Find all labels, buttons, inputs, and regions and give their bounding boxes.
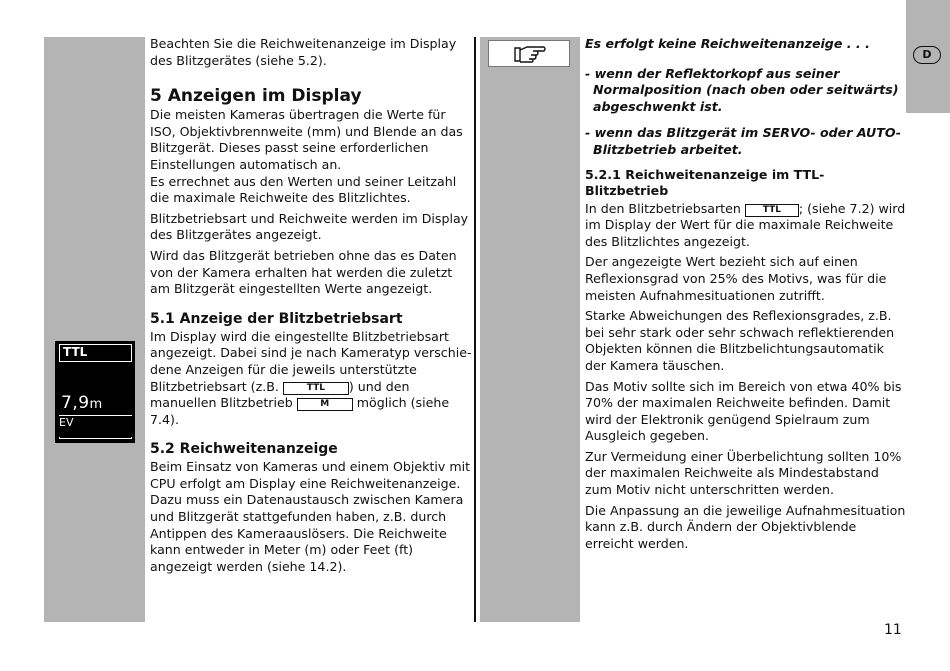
pointing-hand-icon [513, 44, 547, 64]
language-tab-label: D [913, 46, 941, 64]
note-item-1: - wenn der Reflektorkopf aus seiner Normalposition (nach oben oder seitwärts) abgeschwenkt ist. [585, 65, 899, 114]
column-divider [474, 37, 476, 622]
page-number: 11 [884, 622, 902, 638]
note-item-2: - wenn das Blitzgerät im SERVO- oder AUTO-Blitzbetrieb arbeitet. [585, 125, 901, 157]
right-margin-bar [480, 37, 580, 622]
lcd-mode-label: TTL [59, 344, 132, 362]
section-5-1-paragraph [150, 329, 472, 429]
section-5-1-heading: 5.1 Anzeige der Blitzbetriebsart [150, 310, 403, 327]
right-column [585, 36, 907, 556]
lcd-range-unit: m [89, 397, 103, 412]
section-5-paragraph-1b: Es errechnet aus den Werten und seiner Leitzahl die maximale Reichweite des Blitzlichtes. [150, 173, 457, 206]
section-5-2-heading: 5.2 Reichweitenanzeige [150, 441, 338, 458]
note-box [488, 40, 570, 67]
lcd-scale-bracket [59, 437, 132, 439]
section-5-2-paragraph: Beim Einsatz von Kameras und einem Objektiv mit CPU erfolgt am Display eine Reichweitenanzeige. Dazu muss ein Datenaustausch zwischen Kamera und Blitzgerät stattgefunden haben, z.B. durch Antippen des Kameraauslösers. Die Reichweite kann entweder in Meter (m) oder Feet (ft) angezeigt werden (siehe 14.2). [150, 459, 471, 574]
section-5-1-text-b: ) und den manuellen Blitzbetrieb [150, 378, 410, 411]
section-5-2-1-heading: 5.2.1 Reichweitenanzeige im TTL-Blitzbetrieb [585, 166, 825, 198]
section-5-paragraph-3: Wird das Blitzgerät betrieben ohne das es Daten von der Kamera erhalten hat werden die zuletzt am Blitzgerät eingestellten Werte angezeigt. [150, 247, 457, 297]
section-5-heading: 5 Anzeigen im Display [150, 86, 362, 107]
section-5-paragraph-1: Die meisten Kameras übertragen die Werte für ISO, Objektivbrennweite (mm) und Blende an das Blitzgerät. Dieses passt seine erforderlichen Einstellungen automatisch an. [150, 107, 463, 172]
intro-text: Beachten Sie die Reichweitenanzeige im Display des Blitzgerätes (siehe 5.2). [150, 36, 457, 68]
section-5-paragraph-2: Blitzbetriebsart und Reichweite werden im Display des Blitzgerätes angezeigt. [150, 210, 469, 243]
section-5-2-1-text-b: ; (siehe 7.2) wird im Display der Wert für die maximale Reichweite des Blitzlichtes angezeigt. [585, 200, 906, 249]
section-5-2-1-paragraph-4: Das Motiv sollte sich im Bereich von etwa 40% bis 70% der maximalen Reichweite befinden. Damit wird der Elektronik genügend Spielraum zum Ausgleich gegeben. [585, 378, 902, 444]
note-title: Es erfolgt keine Reichweitenanzeige . . . [585, 36, 870, 51]
left-column [150, 36, 472, 579]
section-5-2-1-paragraph-6: Die Anpassung an die jeweilige Aufnahmesituation kann z.B. durch Ändern der Objektivblende erreicht werden. [585, 502, 906, 551]
ttl-mode-symbol: TTL [283, 382, 349, 395]
section-5-1-text-a: Im Display wird die eingestellte Blitzbetriebsart angezeigt. Dabei sind je nach Kameratyp verschie-dene Anzeigen für die jeweils unterstützte Blitzbetriebsart (z.B. [150, 328, 472, 394]
flash-display-illustration [55, 341, 135, 443]
manual-mode-symbol: M [297, 398, 353, 411]
section-5-2-1-text-a: In den Blitzbetriebsarten [585, 200, 741, 216]
section-5-1-text-c: möglich (siehe 7.4). [150, 395, 450, 427]
lcd-ev-label: EV [59, 416, 74, 429]
lcd-range-value: 7,9 [61, 393, 90, 413]
section-5-2-1-paragraph-3: Starke Abweichungen des Reflexionsgrades, z.B. bei sehr stark oder sehr schwach reflektierenden Objekten können die Blitzbelichtungsautomatik der Kamera täuschen. [585, 308, 895, 373]
section-5-2-1-paragraph-1 [585, 201, 907, 251]
section-5-2-1-paragraph-5: Zur Vermeidung einer Überbelichtung sollten 10% der maximalen Reichweite als Mindestabstand zum Motiv nicht unterschritten werden. [585, 448, 902, 498]
left-margin-bar [44, 37, 145, 622]
language-tab [906, 0, 950, 113]
ttl-mode-symbol: TTL [745, 204, 799, 217]
section-5-2-1-paragraph-2: Der angezeigte Wert bezieht sich auf einen Reflexionsgrad von 25% des Motivs, was für die meisten Aufnahmesituationen zutrifft. [585, 254, 887, 303]
lcd-range-readout [61, 393, 103, 413]
